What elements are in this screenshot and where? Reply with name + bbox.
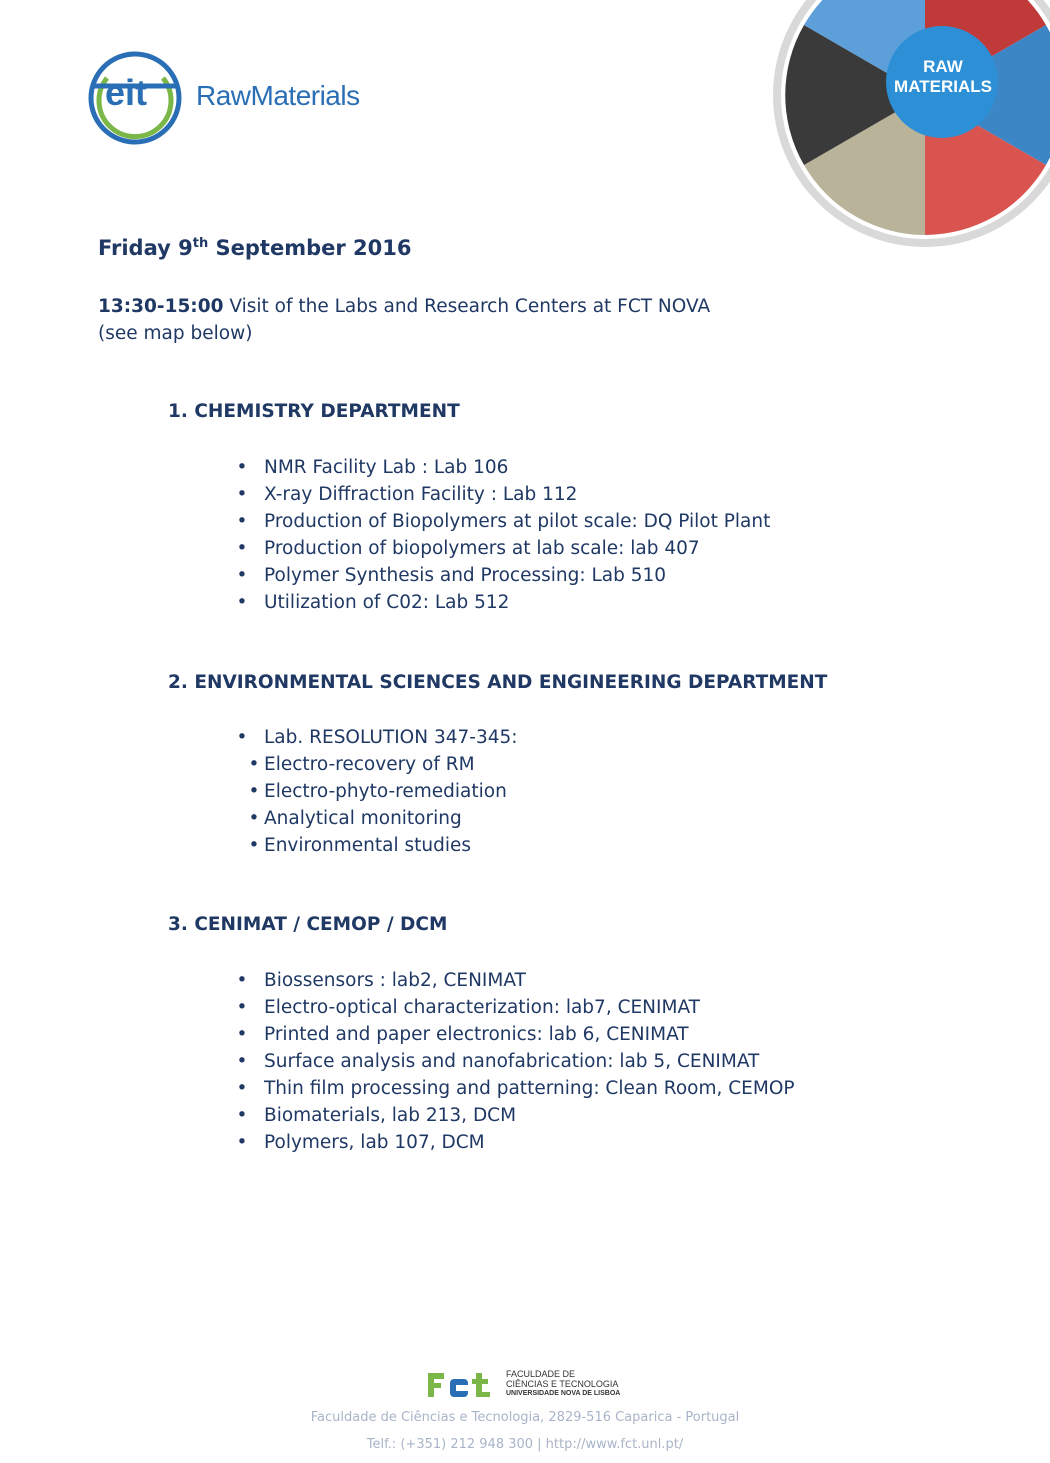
chemistry-lab-list bbox=[236, 454, 770, 616]
visit-text: Visit of the Labs and Research Centers at FCT NOVA bbox=[223, 296, 711, 317]
list-item-text: Biossensors : lab2, CENIMAT bbox=[264, 970, 526, 991]
fct-logo bbox=[426, 1365, 626, 1403]
list-item bbox=[236, 967, 795, 994]
list-item-text: X-ray Diffraction Facility : Lab 112 bbox=[264, 484, 578, 505]
list-item bbox=[236, 1075, 795, 1102]
list-item-text: Thin film processing and patterning: Clean Room, CEMOP bbox=[264, 1078, 795, 1099]
bullet-icon: • bbox=[248, 835, 260, 856]
bullet-icon: • bbox=[236, 592, 248, 613]
list-item-text: Polymers, lab 107, DCM bbox=[264, 1132, 485, 1153]
list-item bbox=[236, 1102, 795, 1129]
list-item-text: Environmental studies bbox=[264, 835, 472, 856]
bullet-icon: • bbox=[236, 1051, 248, 1072]
fct-logo-text bbox=[506, 1369, 620, 1399]
fct-line2: CIÊNCIAS E TECNOLOGIA bbox=[506, 1379, 619, 1389]
visit-description bbox=[98, 293, 710, 347]
list-item-text: Electro-optical characterization: lab7, CENIMAT bbox=[264, 997, 700, 1018]
bullet-icon: • bbox=[236, 727, 248, 748]
list-item-text: Lab. RESOLUTION 347-345: bbox=[264, 727, 518, 748]
bullet-icon: • bbox=[236, 1078, 248, 1099]
fct-logo-mark bbox=[426, 1370, 498, 1400]
list-item bbox=[236, 481, 770, 508]
bullet-icon: • bbox=[236, 457, 248, 478]
section-title-environmental: 2. ENVIRONMENTAL SCIENCES AND ENGINEERING DEPARTMENT bbox=[168, 672, 828, 693]
list-item bbox=[236, 535, 770, 562]
bullet-icon: • bbox=[236, 565, 248, 586]
date-suffix: th bbox=[192, 236, 209, 251]
list-item bbox=[236, 562, 770, 589]
list-item-text: Printed and paper electronics: lab 6, CENIMAT bbox=[264, 1024, 689, 1045]
bullet-icon: • bbox=[236, 997, 248, 1018]
list-item-text: Production of biopolymers at lab scale: lab 407 bbox=[264, 538, 700, 559]
list-item-text: Biomaterials, lab 213, DCM bbox=[264, 1105, 517, 1126]
list-subitem bbox=[236, 778, 518, 805]
list-item-text: Polymer Synthesis and Processing: Lab 510 bbox=[264, 565, 667, 586]
list-subitem bbox=[236, 832, 518, 859]
list-item bbox=[236, 508, 770, 535]
list-item bbox=[236, 1021, 795, 1048]
list-item-text: NMR Facility Lab : Lab 106 bbox=[264, 457, 509, 478]
list-subitem bbox=[236, 805, 518, 832]
section-title-chemistry: 1. CHEMISTRY DEPARTMENT bbox=[168, 401, 460, 422]
list-item bbox=[236, 994, 795, 1021]
environmental-lab-list bbox=[236, 724, 518, 859]
cenimat-lab-list bbox=[236, 967, 795, 1156]
footer-address: Faculdade de Ciências e Tecnologia, 2829-516 Caparica - Portugal bbox=[310, 1410, 740, 1425]
bullet-icon: • bbox=[236, 511, 248, 532]
logo-brand-name: RawMaterials bbox=[196, 80, 360, 111]
list-item-text: Surface analysis and nanofabrication: lab 5, CENIMAT bbox=[264, 1051, 760, 1072]
list-item bbox=[236, 454, 770, 481]
list-item bbox=[236, 1129, 795, 1156]
raw-materials-badge bbox=[770, 0, 1050, 250]
list-item-text: Electro-recovery of RM bbox=[264, 754, 475, 775]
bullet-icon: • bbox=[236, 538, 248, 559]
section-title-cenimat: 3. CENIMAT / CEMOP / DCM bbox=[168, 914, 448, 935]
fct-line1: FACULDADE DE bbox=[506, 1369, 576, 1379]
list-item bbox=[236, 1048, 795, 1075]
list-item-text: Electro-phyto-remediation bbox=[264, 781, 507, 802]
logo-eit-text: eit bbox=[105, 72, 148, 113]
bullet-icon: • bbox=[248, 754, 260, 775]
date-day: Friday 9 bbox=[98, 236, 193, 260]
badge-text bbox=[885, 57, 1001, 97]
fct-line3: UNIVERSIDADE NOVA DE LISBOA bbox=[506, 1390, 621, 1397]
bullet-icon: • bbox=[236, 1132, 248, 1153]
bullet-icon: • bbox=[236, 484, 248, 505]
date-rest: September 2016 bbox=[208, 236, 412, 260]
list-item-text: Utilization of C02: Lab 512 bbox=[264, 592, 510, 613]
bullet-icon: • bbox=[236, 1024, 248, 1045]
date-heading bbox=[98, 236, 411, 260]
list-item bbox=[236, 589, 770, 616]
bullet-icon: • bbox=[236, 1105, 248, 1126]
bullet-icon: • bbox=[248, 808, 260, 829]
footer-contact: Telf.: (+351) 212 948 300 | http://www.fct.unl.pt/ bbox=[366, 1437, 684, 1452]
visit-note: (see map below) bbox=[98, 323, 253, 344]
list-item bbox=[236, 724, 518, 751]
list-subitem bbox=[236, 751, 518, 778]
bullet-icon: • bbox=[236, 970, 248, 991]
list-item-text: Production of Biopolymers at pilot scale: DQ Pilot Plant bbox=[264, 511, 771, 532]
list-item-text: Analytical monitoring bbox=[264, 808, 462, 829]
badge-text-line2: MATERIALS bbox=[894, 77, 992, 96]
visit-time: 13:30-15:00 bbox=[98, 296, 224, 317]
bullet-icon: • bbox=[248, 781, 260, 802]
badge-text-line1: RAW bbox=[923, 57, 963, 76]
